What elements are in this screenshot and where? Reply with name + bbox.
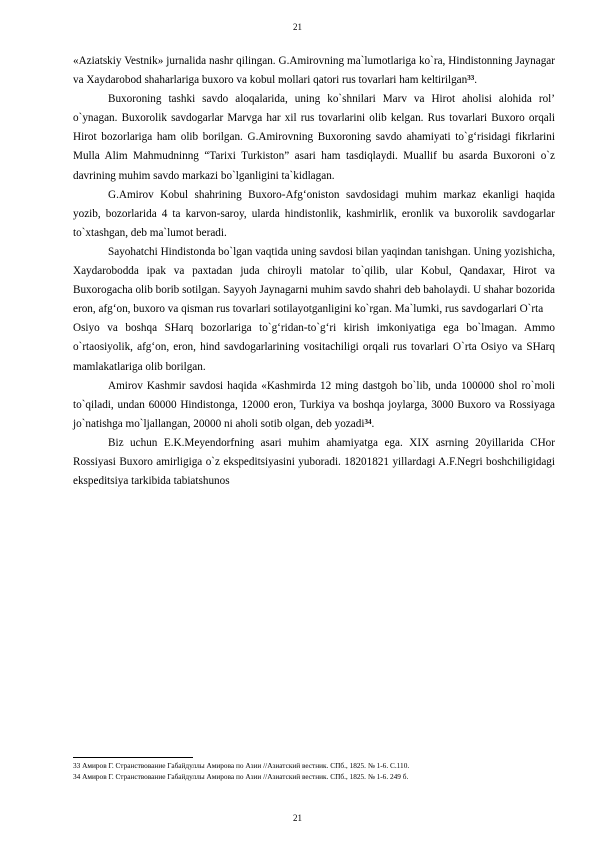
footnotes	[73, 760, 555, 782]
footnote-34: 34 Амиров Г. Странствование Габайдуллы Амирова по Азии //Азиатский вестник. СПб., 1825. № 1-6. 249 б.	[73, 772, 409, 781]
paragraph-text: «Aziatskiy Vestnik» jurnalida nashr qilingan. G.Amirovning ma`lumotlariga ko`ra, Hindistonning Jaynagar va Xaydarobod shaharlariga buxoro va kobul mollari qatori rus tovarlari ham keltirilgan	[73, 55, 555, 87]
paragraph: Osiyo va boshqa SHarq bozorlariga to`g‘ridan-to`g‘ri kirish imkoniyatiga ega bo`lmagan. Ammo o`rtaosiyolik, afg‘on, eron, hind savdogarlarining vositachiligi orqali rus tovarlari O`rta Osiyo va SHarq mamlakatlariga olib borilgan.	[73, 322, 555, 373]
footnote-ref-33: 33	[467, 74, 475, 83]
paragraph: Buxoroning tashki savdo aloqalarida, uning ko`shnilari Marv va Hirot aholisi alohida rol’ o`ynagan. Buxorolik savdogarlar Marvga har xil rus tovarlarini olib kelgan. Rus tovarlari Buxoro orqali Hirot bozorlariga ham olib borilgan. G.Amirovning Buxoroning savdo ahamiyati to`g‘risidagi fikrlarini Mulla Alim Mahmudninng “Tarixi Turkiston” asari ham tasdiqlaydi. Muallif bu asarda Buxoroni o`z davrining muhim savdo markazi bo`lganligini ta`kidlagan.	[73, 93, 555, 182]
page-number-top: 21	[293, 22, 302, 32]
paragraph	[73, 52, 555, 90]
paragraph	[73, 377, 555, 434]
body-text	[73, 52, 555, 491]
footnote-33: 33 Амиров Г. Странствование Габайдуллы Амирова по Азии //Азиатский вестник. СПб., 1825. № 1-6. С.110.	[73, 761, 410, 770]
footnote-divider	[73, 757, 193, 758]
footnote-ref-34: 34	[364, 417, 372, 426]
paragraph: Sayohatchi Hindistonda bo`lgan vaqtida uning savdosi bilan yaqindan tanishgan. Uning yozishicha, Xaydarobodda ipak va paxtadan juda chiroyli matolar to`qilib, ular Kobul, Qandaxar, Hirot va Buxorogacha olib borib sotilgan. Sayyoh Jaynagarni muhim savdo shahri deb baholaydi. U shahar bozorida eron, afg‘on, buxoro va qisman rus tovarlari sotilayotganligini ko`rgan. Ma`lumki, rus savdogarlari O`rta	[73, 245, 555, 316]
paragraph: G.Amirov Kobul shahrining Buxoro-Afg‘oniston savdosidagi muhim markaz ekanligi haqida yozib, bozorlarida 4 ta karvon-saroy, ularda hindistonlik, kashmirlik, eronlik va buxorolik savdogarlar to`xtashgan, deb ma`lumot beradi.	[73, 188, 555, 239]
paragraph-text: Amirov Kashmir savdosi haqida «Kashmirda 12 ming dastgoh bo`lib, unda 100000 shol ro`moli to`qiladi, undan 60000 Hindistonga, 12000 eron, Turkiya va boshqa joylarga, 3000 Buxoro va Rossiyaga jo`natishga mo`ljallangan, 20000 ni aholi sotib olgan, deb yozadi	[73, 379, 555, 430]
paragraph-end: .	[474, 74, 478, 87]
paragraph-end: .	[371, 417, 375, 430]
page-number-bottom: 21	[293, 813, 302, 823]
paragraph: Biz uchun E.K.Meyendorfning asari muhim ahamiyatga ega. XIX asrning 20yillarida CHor Rossiyasi Buxoro amirligiga o`z ekspeditsiyasini yuboradi. 18201821 yillardagi A.F.Negri boshchiligidagi ekspeditsiya tarkibida tabiatshunos	[73, 436, 555, 488]
